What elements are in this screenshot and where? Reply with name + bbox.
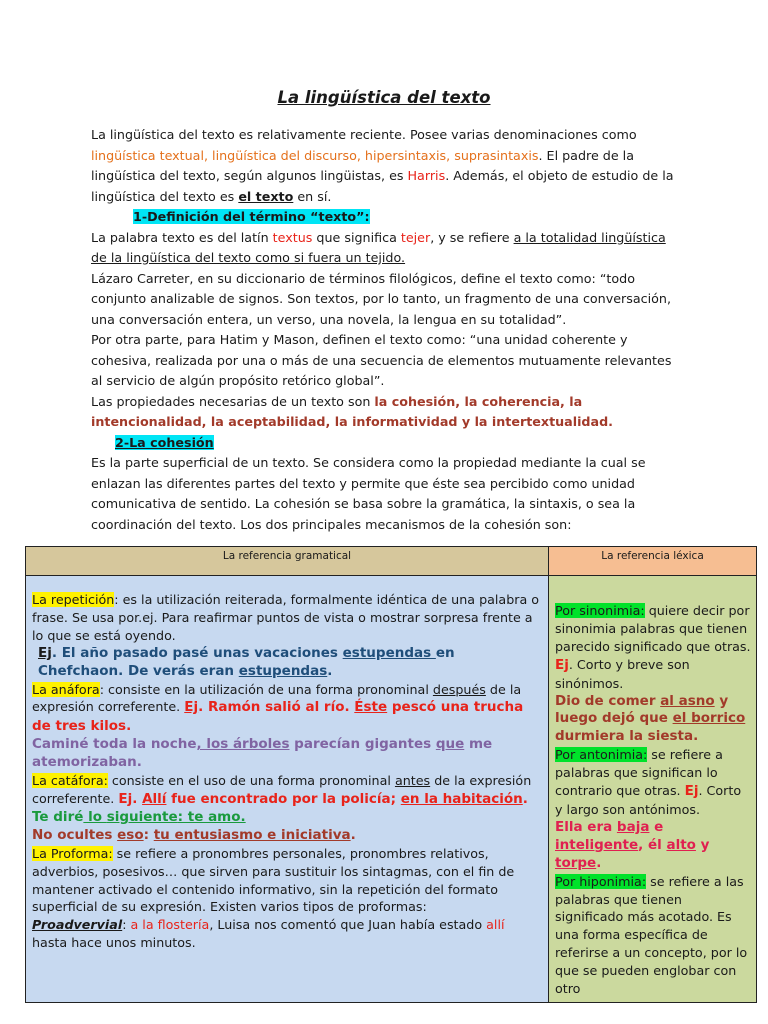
example-text: lo — [83, 808, 107, 825]
no-ocultes-example — [32, 827, 542, 845]
section-2-heading: 2-La cohesión — [115, 434, 214, 450]
lexica-cell — [549, 576, 757, 1003]
section-1 — [91, 207, 679, 535]
example-text: . — [596, 854, 602, 871]
repeticion-example — [32, 645, 542, 681]
intro-text: La lingüística del texto es relativamente reciente. Posee varias denominaciones como — [91, 127, 637, 142]
ella-era-example — [555, 819, 752, 873]
camine-example — [32, 736, 542, 772]
section-2-heading-line — [91, 433, 679, 454]
example-text: y — [695, 836, 710, 853]
propiedades-paragraph — [91, 392, 679, 433]
repeticion-item — [32, 591, 542, 645]
document-title: La lingüística del texto — [277, 88, 491, 107]
section-1-heading-line — [91, 207, 679, 228]
example-text: estupendas — [342, 644, 436, 661]
ej-label: Ej — [184, 699, 199, 716]
catafora-label: La catáfora: — [32, 773, 108, 789]
hiponimia-item — [555, 873, 752, 998]
propiedades-list: la cohesión, la coherencia, la intencionalidad, la aceptabilidad, la informatividad y la intertextualidad. — [91, 393, 613, 429]
te-dire-example — [32, 809, 542, 827]
cell-text: después — [432, 681, 486, 697]
cell-text: antes — [394, 773, 431, 789]
tejer-text: tejer — [400, 229, 431, 245]
cell-text: a la flostería — [130, 917, 210, 933]
section-1-paragraph — [91, 228, 679, 269]
example-text: el borrico — [672, 710, 746, 727]
cell-text: : es la utilización reiterada, formalmente idéntica de una palabra o frase. Se usa por.ej. Para reafirmar puntos de vista o mostrar sorpresa frente a lo que se está oyendo. — [32, 592, 540, 643]
hatim-mason-paragraph: Por otra parte, para Hatim y Mason, definen el texto como: “una unidad coherente y cohesiva, realizada por una o más de una secuencia de elementos mutuamente relevantes al servicio de algún propósito retórico global”. — [91, 332, 672, 388]
example-text: : — [143, 826, 154, 843]
sinonimia-label: Por sinonimia: — [555, 603, 645, 618]
example-text: . — [132, 790, 143, 807]
example-text: durmiera la siesta. — [555, 728, 699, 745]
catafora-item — [32, 772, 542, 809]
sinonimia-item — [555, 602, 752, 656]
section-2-paragraph: Es la parte superficial de un texto. Se considera como la propiedad mediante la cual se enlazan las diferentes partes del texto y permite que éste sea percibido como unidad comunicativa de sentido. La cohesión se basa sobre la gramática, la sintaxis, o sea la coordinación del texto. Los dos principales mecanismos de la cohesión son: — [91, 455, 646, 532]
proadverbial-label: Proadvervial — [32, 917, 123, 933]
proforma-item — [32, 845, 542, 917]
proforma-label: La Proforma: — [32, 845, 113, 861]
cell-text: consiste en el uso de una forma pronominal — [107, 773, 395, 789]
cell-text: : consiste en la utilización de una forma pronominal — [99, 681, 433, 697]
example-text: torpe — [555, 854, 597, 871]
example-text: que — [435, 736, 465, 753]
ej-label: Ej — [555, 656, 569, 673]
example-text: estupendas — [238, 662, 328, 679]
example-text: Éste — [354, 699, 388, 716]
referencias-table — [25, 546, 757, 1003]
antonimia-item — [555, 746, 752, 819]
example-text: en la habitación — [400, 790, 523, 807]
ej-label: Ej — [118, 790, 133, 807]
lazaro-carreter-paragraph: Lázaro Carreter, en su diccionario de términos filológicos, define el texto como: “todo conjunto analizable de signos. Son textos, por lo tanto, un fragmento de una conversación, una conversación entera, un verso, una novela, la lengua en su totalidad”. — [91, 270, 671, 327]
section-1-heading: 1-Definición del término “texto”: — [133, 209, 370, 224]
header-referencia-lexica: La referencia léxica — [549, 547, 757, 576]
cell-text: se refiere a palabras que significan lo contrario que otras. — [555, 747, 723, 799]
example-text: baja — [616, 818, 650, 835]
example-text: . El año pasado pasé unas vacaciones — [51, 644, 343, 661]
denominations-text: lingüística textual, lingüística del discurso, hipersintaxis, suprasintaxis — [91, 147, 539, 163]
example-text: e — [649, 818, 664, 835]
cell-text: quiere decir por sinonimia palabras que tienen parecido significado que otras. — [555, 603, 751, 654]
cell-text: se refiere a pronombres personales, pronombres relativos, adverbios, posesivos… que sirven para sustituir los sintagmas, con el fin de mantener activado el contenido informativo, sin la repetición del formato superficial de su expresión. Existen varios tipos de proformas: — [32, 845, 515, 915]
example-text: al asno — [660, 692, 715, 709]
ej-label: Ej — [684, 783, 699, 800]
example-text: Te diré — [32, 808, 84, 825]
intro-paragraph — [91, 125, 679, 207]
example-text: Dio de comer — [555, 692, 661, 709]
anafora-item — [32, 681, 542, 737]
example-text: Caminé toda la noche — [32, 736, 197, 753]
dio-de-comer-example — [555, 693, 752, 747]
textus-text: textus — [272, 229, 313, 245]
cell-text: , Luisa nos comentó que Juan había estado — [209, 917, 487, 933]
cell-text: de la expresión correferente. — [32, 773, 532, 806]
cell-text: . Corto y largo son antónimos. — [555, 783, 742, 817]
proadverbial-item — [32, 916, 542, 952]
example-text: , los árboles — [196, 736, 290, 753]
body-text: , y se refiere — [430, 229, 514, 245]
gramatical-cell — [26, 576, 549, 1003]
intro-text: en sí. — [293, 188, 332, 204]
body-text: que significa — [312, 229, 401, 245]
example-text: , él — [638, 836, 667, 853]
example-text: . — [327, 662, 333, 679]
example-text: y luego dejó que — [555, 692, 729, 727]
example-text: : te amo. — [177, 808, 246, 825]
example-text: . — [350, 826, 356, 843]
header-referencia-gramatical: La referencia gramatical — [26, 547, 549, 576]
body-text: La palabra texto es del latín — [91, 229, 273, 245]
example-text: No ocultes — [32, 826, 118, 843]
antonimia-label: Por antonimia: — [555, 747, 648, 763]
intro-text: . Además, el objeto de estudio de la lingüística del texto es — [91, 168, 674, 204]
cell-text: : — [122, 917, 131, 933]
example-text: me atemorizaban. — [32, 736, 493, 771]
example-text: . — [522, 790, 528, 807]
example-text: inteligente — [555, 836, 639, 853]
table-header-row — [26, 547, 757, 576]
cell-text: se refiere a las palabras que tienen significado más acotado. Es una forma específica de referirse a un concepto, por lo que se pueden englobar con otro — [555, 873, 748, 997]
example-text: en Chefchaon. De verás eran — [38, 644, 455, 679]
totalidad-text: a la totalidad lingüística de la lingüística del texto como si fuera un tejido. — [91, 229, 666, 265]
cell-text: . Corto y breve son sinónimos. — [555, 656, 690, 691]
ej-label: Ej — [38, 644, 52, 661]
example-text: parecían gigantes — [289, 736, 436, 753]
repeticion-label: La repetición — [32, 592, 115, 607]
sinonimia-example — [555, 656, 752, 693]
example-text: Allí — [142, 790, 167, 807]
example-text: . Ramón salió al río. — [198, 699, 355, 716]
example-text: pescó una trucha de tres kilos. — [32, 699, 524, 735]
intro-text: . El padre de la lingüística del texto, según algunos lingüistas, es — [91, 147, 634, 183]
body-text: Las propiedades necesarias de un texto son — [91, 393, 375, 409]
cell-text: hasta hace unos minutos. — [32, 935, 196, 951]
example-text: eso — [117, 826, 144, 843]
example-text: alto — [666, 836, 696, 853]
cell-text: de la expresión correferente. — [32, 681, 522, 715]
hiponimia-label: Por hiponimia: — [555, 873, 647, 889]
example-text: tu entusiasmo e iniciativa — [153, 826, 351, 843]
example-text: fue encontrado por la policía; — [166, 790, 401, 807]
example-text: Ella era — [555, 818, 617, 835]
anafora-label: La anáfora — [32, 681, 100, 697]
example-text: siguiente — [106, 808, 178, 825]
cell-text: allí — [486, 917, 505, 933]
el-texto-text: el texto — [238, 188, 294, 204]
harris-text: Harris — [407, 168, 446, 183]
table-body-row — [26, 576, 757, 1003]
